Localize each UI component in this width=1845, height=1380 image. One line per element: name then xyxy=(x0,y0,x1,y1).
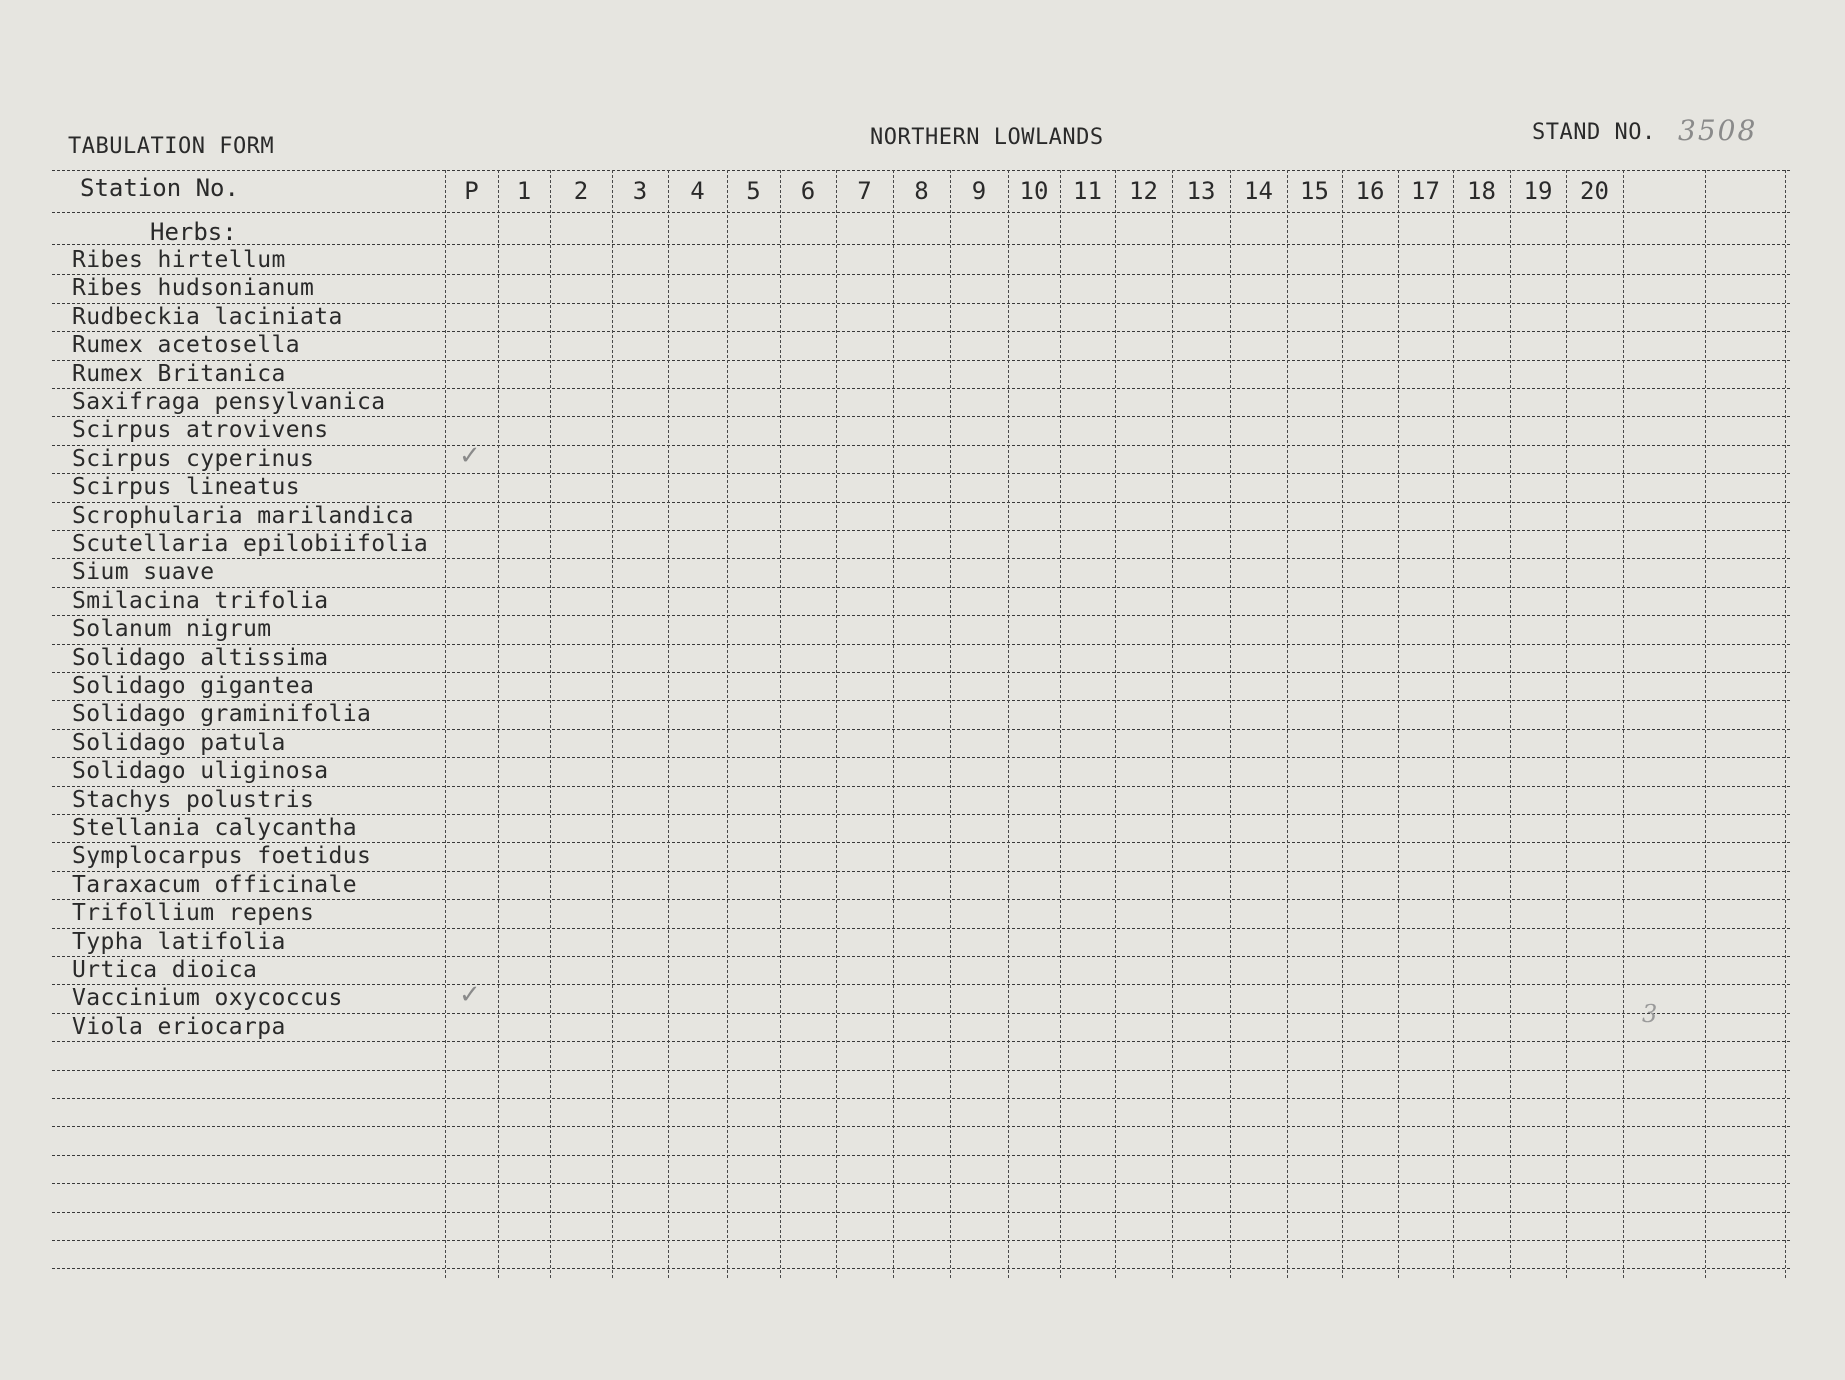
grid-row-line xyxy=(52,1070,1790,1071)
species-row-label: Scrophularia marilandica xyxy=(72,502,414,529)
grid-column-line xyxy=(668,170,669,1278)
grid-row-line xyxy=(52,558,1790,559)
grid-column-line xyxy=(1342,170,1343,1278)
grid-row-line xyxy=(52,1041,1790,1042)
grid-column-line xyxy=(1230,170,1231,1278)
grid-column-line xyxy=(445,170,446,1278)
checkmark: ✓ xyxy=(459,440,481,471)
region-title: NORTHERN LOWLANDS xyxy=(870,125,1104,150)
species-row-label: Solidago altissima xyxy=(72,644,329,671)
grid-row-line xyxy=(52,244,1790,245)
species-row-label: Stachys polustris xyxy=(72,786,315,813)
species-row-label: Solidago patula xyxy=(72,729,286,756)
species-row-label: Trifollium repens xyxy=(72,900,315,927)
column-header: 18 xyxy=(1467,177,1496,205)
grid-column-line xyxy=(1172,170,1173,1278)
grid-row-line xyxy=(52,331,1790,332)
section-label: Herbs: xyxy=(150,218,237,246)
column-header: 6 xyxy=(800,177,816,205)
column-header: 4 xyxy=(690,177,705,205)
grid-row-line xyxy=(52,473,1790,474)
grid-column-line xyxy=(1705,170,1706,1278)
grid-row-line xyxy=(52,956,1790,957)
grid-row-line xyxy=(52,928,1790,929)
species-row-label: Ribes hirtellum xyxy=(72,247,286,273)
species-row-label: Solanum nigrum xyxy=(72,616,272,643)
species-row-label: Stellania calycantha xyxy=(72,815,357,841)
stand-label: STAND NO. xyxy=(1532,120,1656,145)
species-row-label: Solidago gigantea xyxy=(72,673,315,699)
grid-column-line xyxy=(612,170,613,1278)
grid-column-line xyxy=(893,170,894,1278)
column-header xyxy=(1705,170,1785,212)
grid-column-line xyxy=(836,170,837,1278)
station-label: Station No. xyxy=(80,174,239,202)
species-row-label: Rudbeckia laciniata xyxy=(72,303,343,330)
grid-row-line xyxy=(52,1126,1790,1127)
species-row-label: Rumex Britanica xyxy=(72,360,286,387)
species-row-label: Solidago uliginosa xyxy=(72,758,329,785)
species-row-label: Ribes hudsonianum xyxy=(72,275,315,302)
column-header: 17 xyxy=(1411,177,1440,205)
grid-column-line xyxy=(550,170,551,1278)
column-header: 7 xyxy=(857,177,872,205)
grid-column-line xyxy=(1785,170,1786,1278)
stand-number: 3508 xyxy=(1678,114,1758,147)
column-header: 16 xyxy=(1355,177,1385,205)
species-row-label: Urtica dioica xyxy=(72,957,258,983)
grid-row-line xyxy=(52,1212,1790,1213)
species-row-label: Vaccinium oxycoccus xyxy=(72,985,343,1012)
column-header: 8 xyxy=(914,177,929,205)
grid-row-line xyxy=(52,1098,1790,1099)
species-row-label: Scirpus atrovivens xyxy=(72,417,329,444)
grid-column-line xyxy=(1510,170,1511,1278)
column-header: 10 xyxy=(1019,177,1049,205)
grid-row-line xyxy=(52,360,1790,361)
species-row-label: Smilacina trifolia xyxy=(72,587,329,614)
grid-column-line xyxy=(1008,170,1009,1278)
grid-row-line xyxy=(52,1240,1790,1241)
grid-row-line xyxy=(52,212,1790,213)
grid-column-line xyxy=(1287,170,1288,1278)
species-row-label: Viola eriocarpa xyxy=(72,1013,286,1040)
column-header: 12 xyxy=(1129,177,1158,205)
species-row-label: Scirpus lineatus xyxy=(72,474,300,501)
column-header: 2 xyxy=(573,177,589,205)
species-row-label: Symplocarpus foetidus xyxy=(72,843,372,870)
grid-row-line xyxy=(52,729,1790,730)
species-row-label: Solidago graminifolia xyxy=(72,701,372,728)
column-header: 20 xyxy=(1580,177,1609,205)
grid-column-line xyxy=(1453,170,1454,1278)
column-header: P xyxy=(464,177,479,205)
form-title: TABULATION FORM xyxy=(68,134,275,159)
handwritten-note: 3 xyxy=(1642,1000,1658,1028)
grid-row-line xyxy=(52,1013,1790,1014)
column-header xyxy=(1623,170,1705,212)
grid-column-line xyxy=(780,170,781,1278)
column-header: 3 xyxy=(632,177,648,205)
checkmark: ✓ xyxy=(459,980,481,1011)
grid-column-line xyxy=(727,170,728,1278)
grid-column-line xyxy=(1398,170,1399,1278)
grid-row-line xyxy=(52,1155,1790,1156)
grid-column-line xyxy=(498,170,499,1278)
grid-row-line xyxy=(52,615,1790,616)
species-row-label: Sium suave xyxy=(72,559,215,586)
column-header: 14 xyxy=(1244,177,1273,205)
species-row-label: Rumex acetosella xyxy=(72,332,300,359)
column-header: 13 xyxy=(1186,177,1216,205)
grid-column-line xyxy=(1623,170,1624,1278)
column-header: 19 xyxy=(1523,177,1553,205)
grid-row-line xyxy=(52,1268,1790,1269)
column-header: 11 xyxy=(1073,177,1102,205)
column-header: 15 xyxy=(1300,177,1329,205)
species-row-label: Scirpus cyperinus xyxy=(72,445,315,472)
grid-row-line xyxy=(52,1183,1790,1184)
column-header: 5 xyxy=(746,177,761,205)
species-row-label: Saxifraga pensylvanica xyxy=(72,389,386,415)
grid-column-line xyxy=(1566,170,1567,1278)
species-row-label: Taraxacum officinale xyxy=(72,871,357,898)
grid-column-line xyxy=(950,170,951,1278)
grid-column-line xyxy=(1060,170,1061,1278)
species-row-label: Typha latifolia xyxy=(72,928,286,955)
grid-column-line xyxy=(1115,170,1116,1278)
species-row-label: Scutellaria epilobiifolia xyxy=(72,531,429,557)
column-header: 9 xyxy=(971,177,987,205)
column-header: 1 xyxy=(516,177,532,205)
